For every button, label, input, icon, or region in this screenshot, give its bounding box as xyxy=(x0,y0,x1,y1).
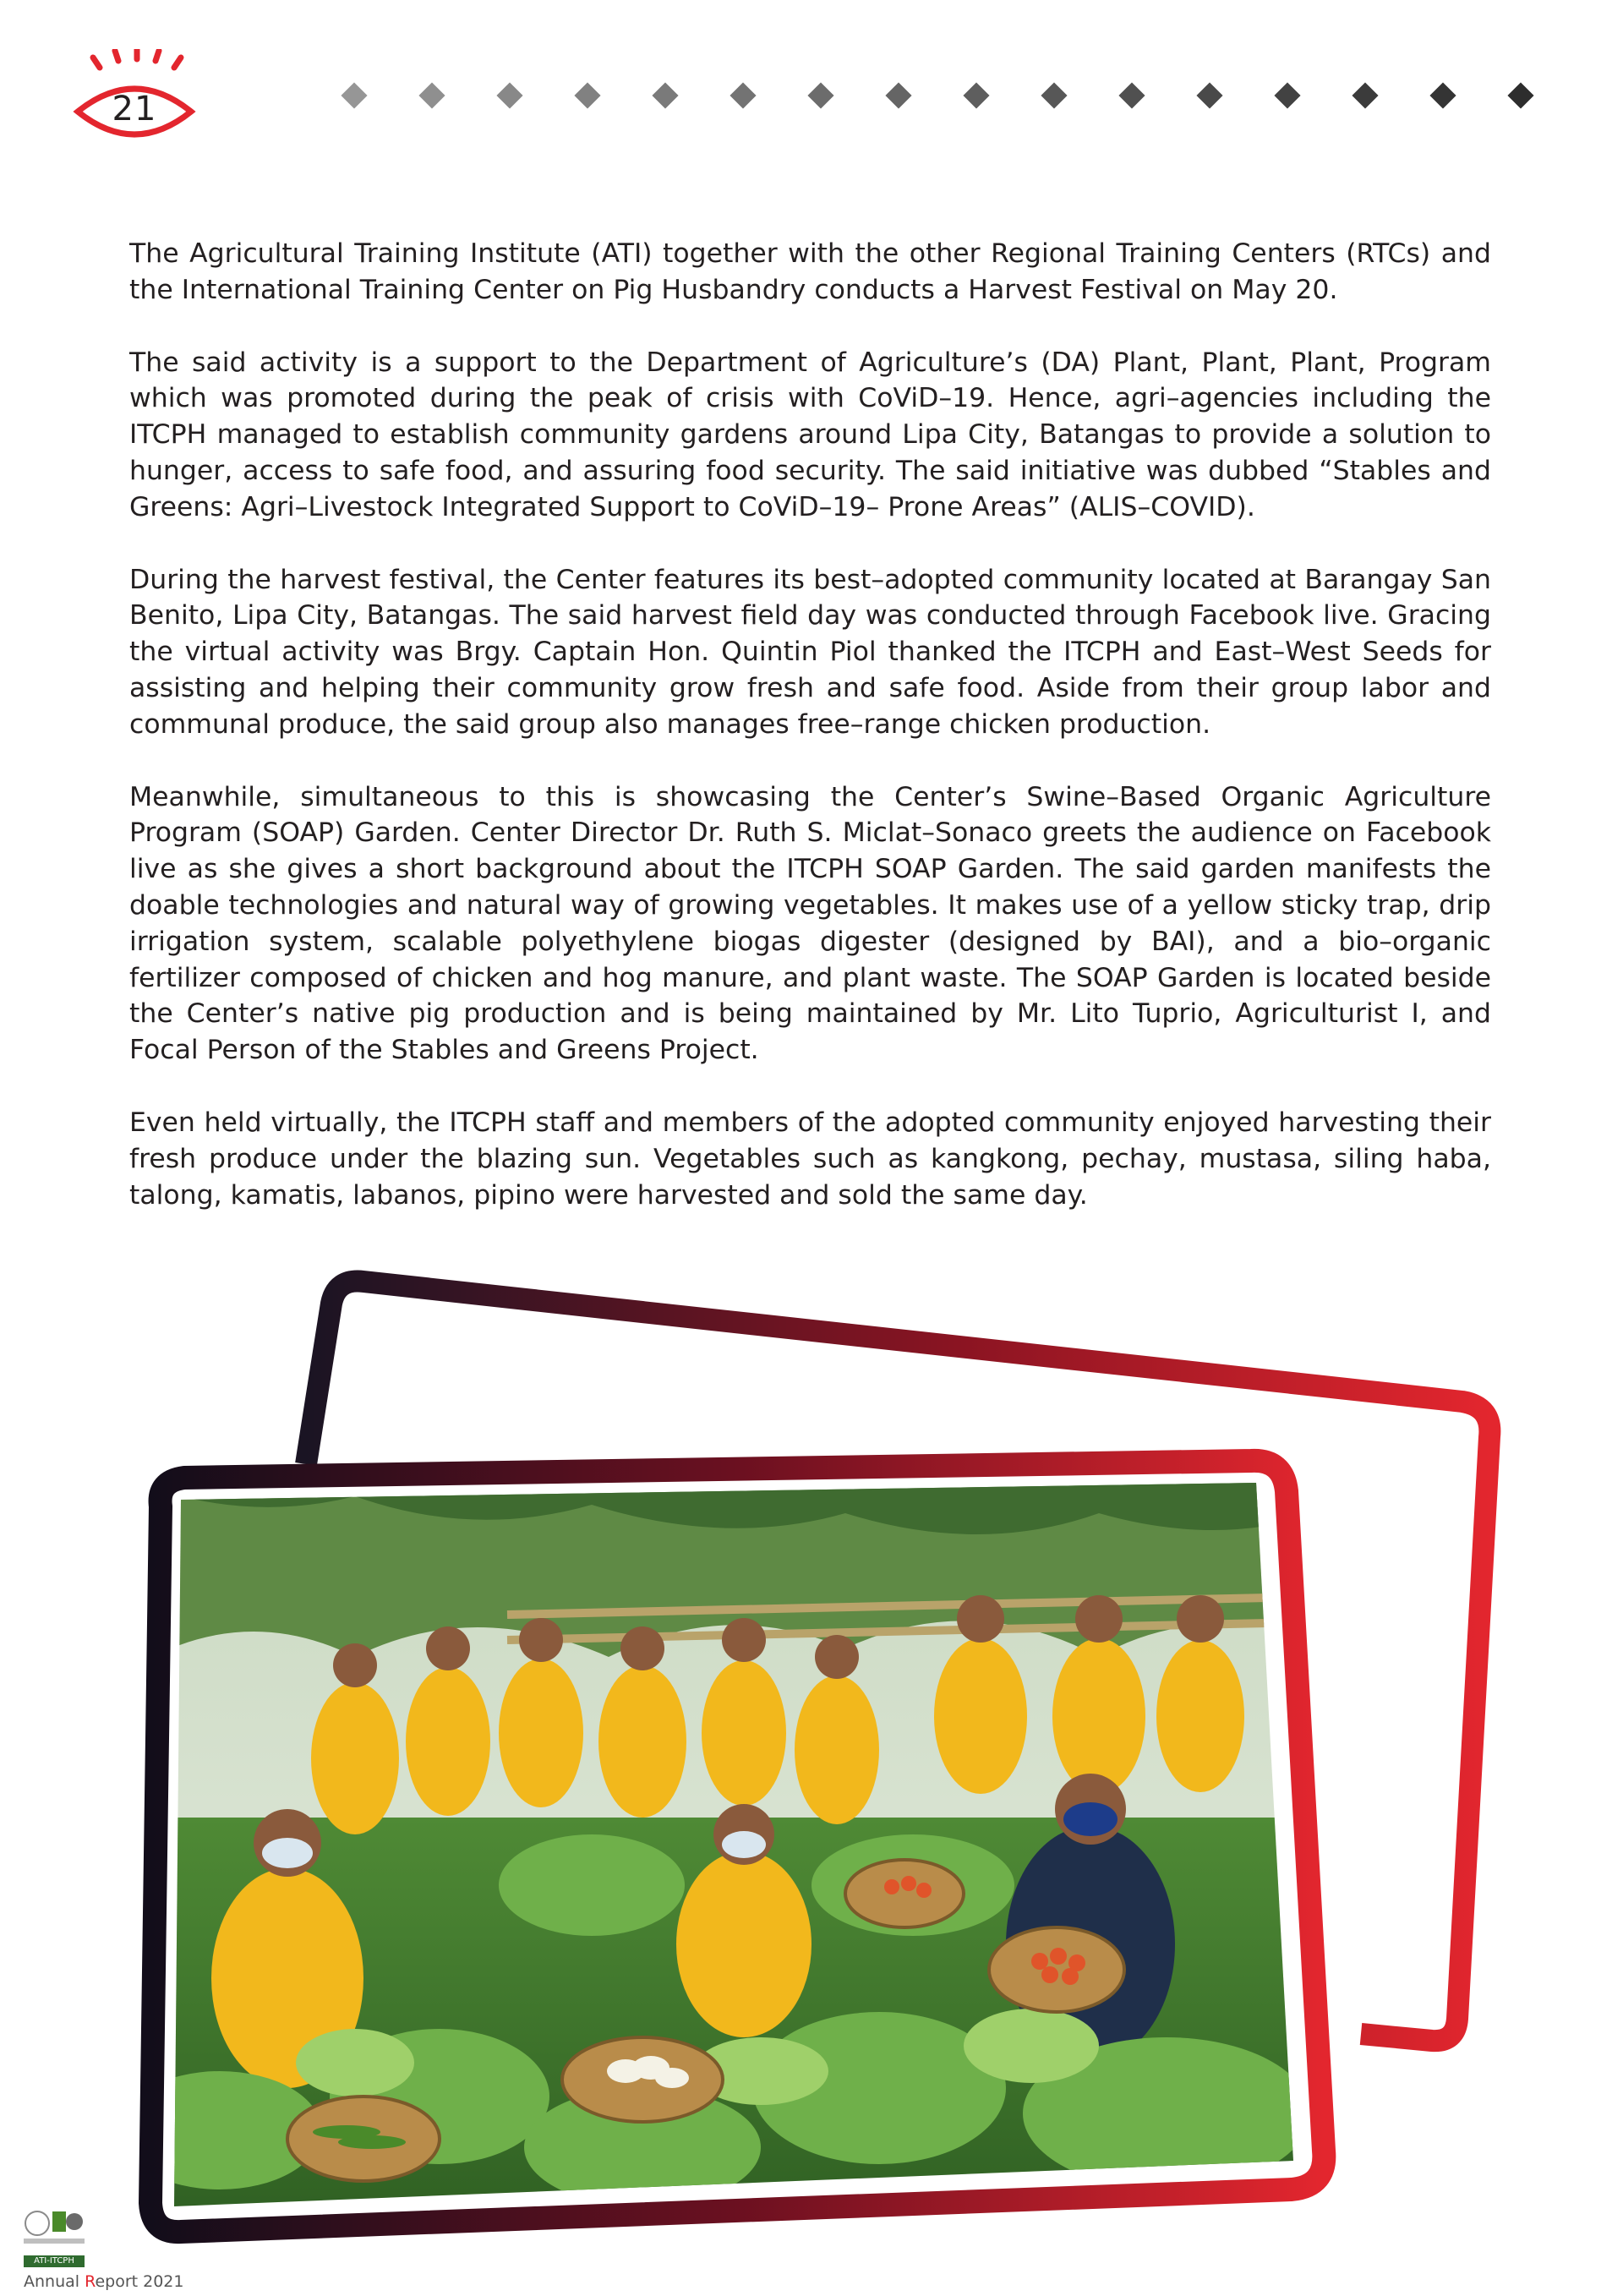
decorative-diamond-row xyxy=(338,81,1623,115)
article-body xyxy=(129,236,1491,1249)
paragraph: During the harvest festival, the Center features its best–adopted community located at Barangay San Benito, Lipa City, Batangas. The said harvest field day was conducted through Facebook live. Gracing the virtual activity was Brgy. Captain Hon. Quintin Piol thanked the ITCPH and East–West Seeds for assisting and helping their community grow fresh and safe food. Aside from their group labor and communal produce, the said group also manages free–range chicken production. xyxy=(129,564,1491,740)
paragraph: The said activity is a support to the Department of Agriculture’s (DA) Plant, Plant, Plant, Program which was promoted during the peak of crisis with CoViD–19. Hence, agri–agencies including the ITCPH managed to establish community gardens around Lipa City, Batangas to provide a solution to hunger, access to safe food, and assuring food security. The said initiative was dubbed “Stables and Greens: Agri–Livestock Integrated Support to CoViD–19– Prone Areas” (ALIS–COVID). xyxy=(129,347,1491,522)
paragraph: The Agricultural Training Institute (ATI) together with the other Regional Training Centers (RTCs) and the International Training Center on Pig Husbandry conducts a Harvest Festival on May 20. xyxy=(129,238,1491,305)
diamond-decoration xyxy=(1429,82,1456,108)
page-number: 21 xyxy=(112,90,157,128)
diamond-decoration xyxy=(574,82,600,108)
diamond-decoration xyxy=(1507,82,1533,108)
diamond-decoration xyxy=(807,82,833,108)
report-title-suffix: eport 2021 xyxy=(95,2272,184,2291)
diamond-decoration xyxy=(963,82,989,108)
paragraph: Even held virtually, the ITCPH staff and members of the adopted community enjoyed harvesting their fresh produce under the blazing sun. Vegetables such as kangkong, pechay, mustasa, siling haba, talong, kamatis, labanos, pipino were harvested and sold the same day. xyxy=(129,1107,1491,1211)
paragraph: Meanwhile, simultaneous to this is showcasing the Center’s Swine–Based Organic Agriculture Program (SOAP) Garden. Center Director Dr. Ruth S. Miclat–Sonaco greets the audience on Facebook live as she gives a short background about the ITCPH SOAP Garden. The said garden manifests the doable technologies and natural way of growing vegetables. It makes use of a yellow sticky trap, drip irrigation system, scalable polyethylene biogas digester (designed by BAI), and a bio–organic fertilizer composed of chicken and hog manure, and plant waste. The SOAP Garden is located beside the Center’s native pig production and is being maintained by Mr. Lito Tuprio, Agriculturist I, and Focal Person of the Stables and Greens Project. xyxy=(129,781,1491,1066)
diamond-decoration xyxy=(1041,82,1067,108)
report-title xyxy=(24,2272,183,2291)
diamond-decoration xyxy=(730,82,756,108)
diamond-decoration xyxy=(885,82,911,108)
logo-label: ATI-ITCPH xyxy=(24,2255,85,2267)
report-title-prefix: Annual xyxy=(24,2272,85,2291)
diamond-decoration xyxy=(341,82,367,108)
diamond-decoration xyxy=(496,82,522,108)
diamond-decoration xyxy=(1352,82,1378,108)
diamond-decoration xyxy=(1274,82,1300,108)
diamond-decoration xyxy=(1196,82,1222,108)
diamond-decoration xyxy=(1118,82,1145,108)
diamond-decoration xyxy=(652,82,678,108)
diamond-decoration xyxy=(418,82,445,108)
iso-certification-logo xyxy=(22,2198,86,2250)
report-title-accent: R xyxy=(85,2272,96,2291)
